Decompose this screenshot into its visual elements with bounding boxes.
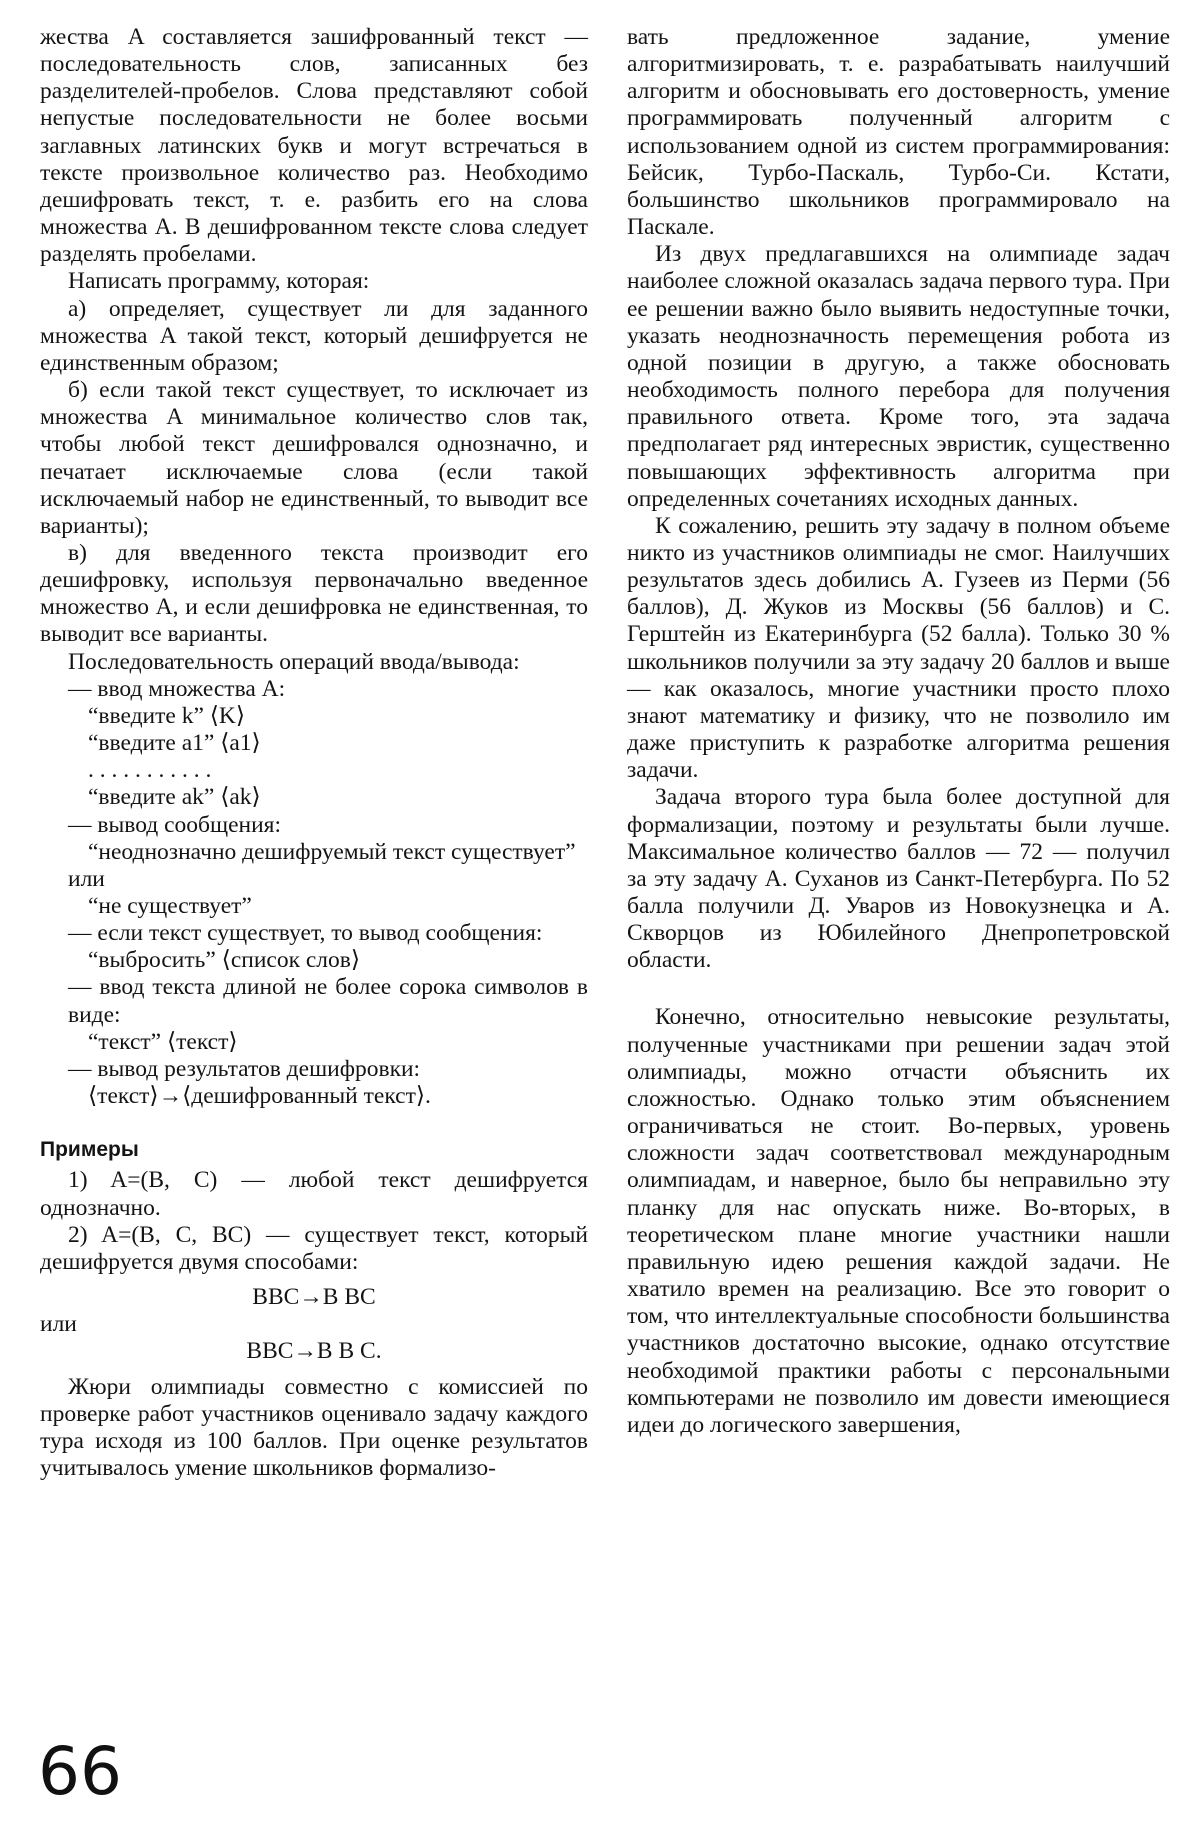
paragraph: К сожалению, решить эту задачу в полном объеме никто из участников олимпиады не смог. Наилучших результатов здесь добились А. Гузеев из Перми (56 баллов), Д. Жуков из Москвы (56 баллов) и С. Герштейн из Екатеринбурга (52 балла). Только 30 % школьников получили за эту задачу 20 баллов и выше — как оказалось, многие участники просто плохо знают математику и физику, что не позволило им даже приступить к разработке алгоритма решения задачи. [627,512,1170,784]
io-line: “неоднозначно дешифруемый текст существует” [88,838,576,865]
io-line: “введите a1” ⟨a1⟩ [88,730,261,757]
io-line: “введите ak” ⟨ak⟩ [88,784,261,811]
paragraph: Конечно, относительно невысокие результаты, полученные участниками при решении задач этой олимпиады, можно отчасти объяснить их сложностью. Однако только этим объяснением ограничиваться не стоит. Во-первых, уровень сложности задач соответствовал международным олимпиадам, и наверное, было бы неправильно эту планку для нас опускать ниже. Во-вторых, в теоретическом плане многие участники нашли правильную идею решения каждой задачи. Не хватило времен на реализацию. Все это говорит о том, что интеллектуальные способности большинства участников достаточно высокие, однако отсутствие необходимой практики работы с персональными компьютерами не позволило им довести имеющиеся идеи до логического завершения, [627,1004,1170,1438]
paragraph: Жюри олимпиады совместно с комиссией по проверке работ участников оценивало задачу каждого тура исходя из 100 баллов. При оценке результатов учитывалось умение школьников формализо- [40,1373,588,1481]
example-formula: BBC→B B C. [246,1338,382,1365]
paragraph: вать предложенное задание, умение алгоритмизировать, т. е. разрабатывать наилучший алгоритм и обосновывать его достоверность, умение программировать полученный алгоритм с использованием одной из систем программирования: Бейсик, Турбо-Паскаль, Турбо-Си. Кстати, большинство школьников программировало на Паскале. [627,24,1170,241]
right-column [627,24,1170,1439]
section-heading: Примеры [40,1138,139,1162]
io-line: или [68,865,105,892]
io-step: — если текст существует, то вывод сообщения: [68,920,543,947]
paragraph: Из двух предлагавшихся на олимпиаде задач наиболее сложной оказалась задача первого тура. При ее решении важно было выявить недоступные точки, указать неоднозначность перемещения робота из одной позиции в другую, а также обосновать необходимость полного перебора для получения правильного ответа. Кроме того, эта задача предполагает ряд интересных эвристик, существенно повышающих эффективность алгоритма при определенных сочетаниях исходных данных. [627,241,1170,512]
io-line: “выбросить” ⟨список слов⟩ [88,947,361,974]
list-item: в) для введенного текста производит его дешифровку, используя первоначально введенное множество A, и если дешифровка не единственная, то выводит все варианты. [40,539,588,648]
page-number: 66 [38,1733,122,1810]
left-column [40,24,588,1482]
example-item: 1) A=(B, C) — любой текст дешифруется однозначно. [40,1167,588,1221]
paragraph: Задача второго тура была более доступной для формализации, поэтому и результаты были лучше. Максимальное количество баллов — 72 — получил за эту задачу А. Суханов из Санкт-Петербурга. По 52 балла получили Д. Уваров из Новокузнецка и А. Скворцов из Юбилейного Днепропетровской области. [627,784,1170,974]
list-item: а) определяет, существует ли для заданного множества A такой текст, который дешифруется не единственным образом; [40,295,588,376]
example-item: 2) A=(B, C, BC) — существует текст, который дешифруется двумя способами: [40,1221,588,1275]
paragraph: жества A составляется зашифрованный текст — последовательность слов, записанных без разделителей-пробелов. Слова представляют собой непустые последовательности не более восьми заглавных латинских букв и могут встречаться в тексте произвольное количество раз. Необходимо дешифровать текст, т. е. разбить его на слова множества A. В дешифрованном тексте слова следует разделять пробелами. [40,24,588,268]
io-step: — вывод сообщения: [68,811,282,838]
paragraph: Последовательность операций ввода/вывода: [68,648,520,675]
paragraph: Написать программу, которая: [68,268,370,295]
io-ellipsis: . . . . . . . . . . . [88,757,212,784]
example-formula: BBC→B BC [252,1284,376,1311]
io-line: “текст” ⟨текст⟩ [88,1028,238,1055]
list-item: б) если такой текст существует, то исключает из множества A минимальное количество слов так, чтобы любой текст дешифровался однозначно, и печатает исключаемые слова (если такой исключаемый набор не единственный, то выводит все варианты); [40,377,588,539]
example-connector: или [40,1311,77,1338]
io-line: “введите k” ⟨K⟩ [88,702,246,729]
io-line: “не существует” [88,893,252,919]
io-line: ⟨текст⟩→⟨дешифрованный текст⟩. [88,1083,431,1110]
io-step: — вывод результатов дешифровки: [68,1055,421,1082]
io-step: — ввод множества A: [68,675,286,702]
io-step: — ввод текста длиной не более сорока символов в виде: [68,974,588,1028]
